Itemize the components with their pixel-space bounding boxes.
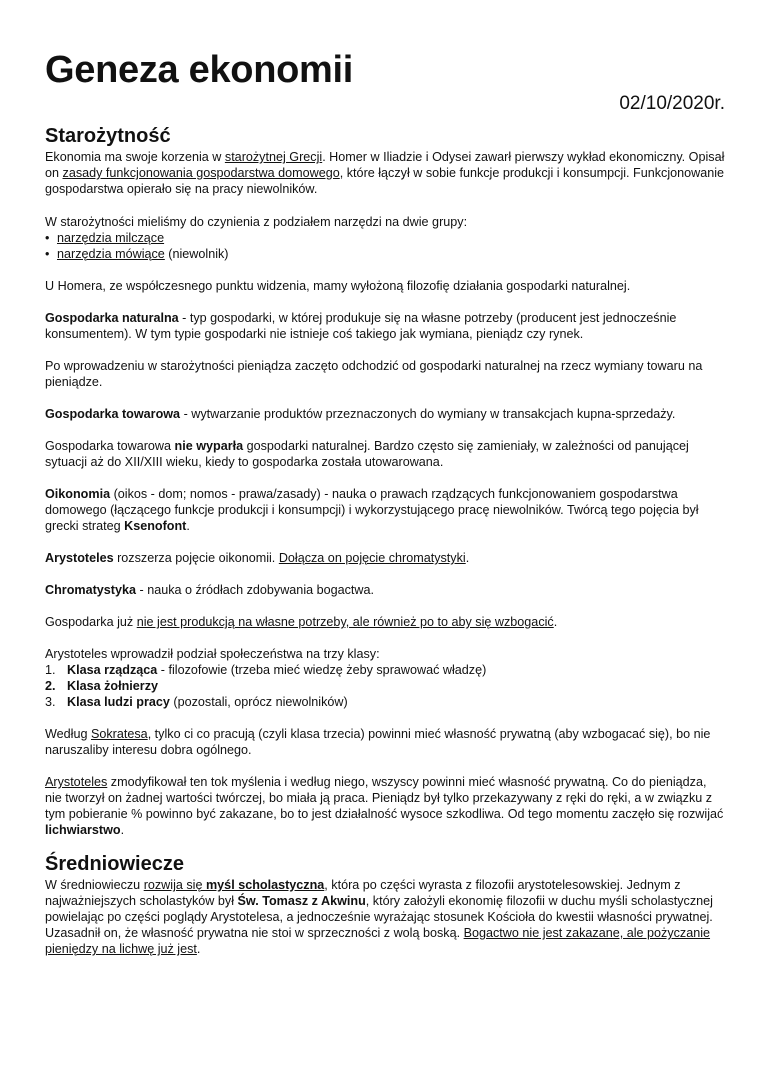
document-page [45, 48, 725, 957]
section-heading-antiquity: Starożytność [45, 125, 171, 147]
section-heading-middle-ages: Średniowiecze [45, 853, 184, 875]
paragraph: U Homera, ze współczesnego punktu widzenia, mamy wyłożoną filozofię działania gospodarki naturalnej. [45, 279, 631, 293]
list-item: • narzędzia milczące [45, 230, 725, 246]
paragraph: W starożytności mieliśmy do czynienia z podziałem narzędzi na dwie grupy: [45, 215, 468, 229]
document-date: 02/10/2020r. [619, 93, 725, 114]
paragraph: Po wprowadzeniu w starożytności pieniądza zaczęto odchodzić od gospodarki naturalnej na rzecz wymiany towaru na pieniądze. [45, 359, 703, 389]
bullet-list [45, 230, 725, 262]
paragraph: Gospodarka naturalna - typ gospodarki, w której produkuje się na własne potrzeby (producent jest jednocześnie konsumentem). W tym typie gospodarki nie istnieje coś takiego jak wymiana, pieniądz czy rynek. [45, 311, 677, 341]
list-item: 2. Klasa żołnierzy [45, 679, 158, 693]
paragraph: Arystoteles zmodyfikował ten tok myślenia i według niego, wszyscy powinni mieć własność prywatną. Co do pieniądza, nie tworzył on żadnej wartości twórczej, bo miała ją praca. Pieniądz był tylko przekazywany z ręki do ręki, a w związku z tym pobieranie % powinno być zakazane, bo to jest działalność wysoce szkodliwa. Od tego momentu zaczęło się rozwijać lichwiarstwo. [45, 775, 724, 837]
paragraph: Gospodarka towarowa nie wyparła gospodarki naturalnej. Bardzo często się zamieniały, w zależności od panującej sytuacji aż do XII/XIII wieku, kiedy to gospodarka została utowarowana. [45, 439, 689, 469]
list-item: • narzędzia mówiące (niewolnik) [45, 246, 725, 262]
document-title: Geneza ekonomii [45, 49, 354, 91]
paragraph: W średniowieczu rozwija się myśl scholastyczna, która po części wyrasta z filozofii arystotelesowskiej. Jednym z najważniejszych scholastyków był Św. Tomasz z Akwinu, który założyli ekonomię filozofii w duchu myśli scholastycznej powielając po części poglądy Arystotelesa, a jednocześnie wyrażając stosunek Kościoła do kwestii własności prywatnej. Uzasadnił on, że własność prywatna nie stoi w sprzeczności z wolą boską. Bogactwo nie jest zakazane, ale pożyczanie pieniędzy na lichwę już jest. [45, 878, 713, 956]
paragraph: Arystoteles rozszerza pojęcie oikonomii. Dołącza on pojęcie chromatystyki. [45, 551, 470, 565]
paragraph: Chromatystyka - nauka o źródłach zdobywania bogactwa. [45, 583, 375, 597]
paragraph: Oikonomia (oikos - dom; nomos - prawa/zasady) - nauka o prawach rządzących funkcjonowaniem gospodarstwa domowego (łączącego funkcje produkcji i konsumpcji) i wykorzystującego pracę niewolników. Twórcą tego pojęcia był grecki strateg Ksenofont. [45, 487, 699, 533]
paragraph: Według Sokratesa, tylko ci co pracują (czyli klasa trzecia) powinni mieć własność prywatną (aby wzbogacać się), bo nie naruszaliby interesu dobra ogólnego. [45, 727, 711, 757]
list-item: 1. Klasa rządząca - filozofowie (trzeba mieć wiedzę żeby sprawować władzę) [45, 663, 487, 677]
numbered-list [45, 662, 725, 710]
paragraph: Arystoteles wprowadził podział społeczeństwa na trzy klasy: [45, 647, 380, 661]
list-item: 3. Klasa ludzi pracy (pozostali, oprócz niewolników) [45, 695, 348, 709]
paragraph: Gospodarka już nie jest produkcją na własne potrzeby, ale również po to aby się wzbogacić. [45, 615, 558, 629]
paragraph: Gospodarka towarowa - wytwarzanie produktów przeznaczonych do wymiany w transakcjach kupna-sprzedaży. [45, 407, 676, 421]
paragraph: Ekonomia ma swoje korzenia w starożytnej Grecji. Homer w Iliadzie i Odysei zawarł pierwszy wykład ekonomiczny. Opisał on zasady funkcjonowania gospodarstwa domowego, które łączył w sobie funkcje produkcji i konsumpcji. Funkcjonowanie gospodarstwa opierało się na pracy niewolników. [45, 150, 725, 196]
